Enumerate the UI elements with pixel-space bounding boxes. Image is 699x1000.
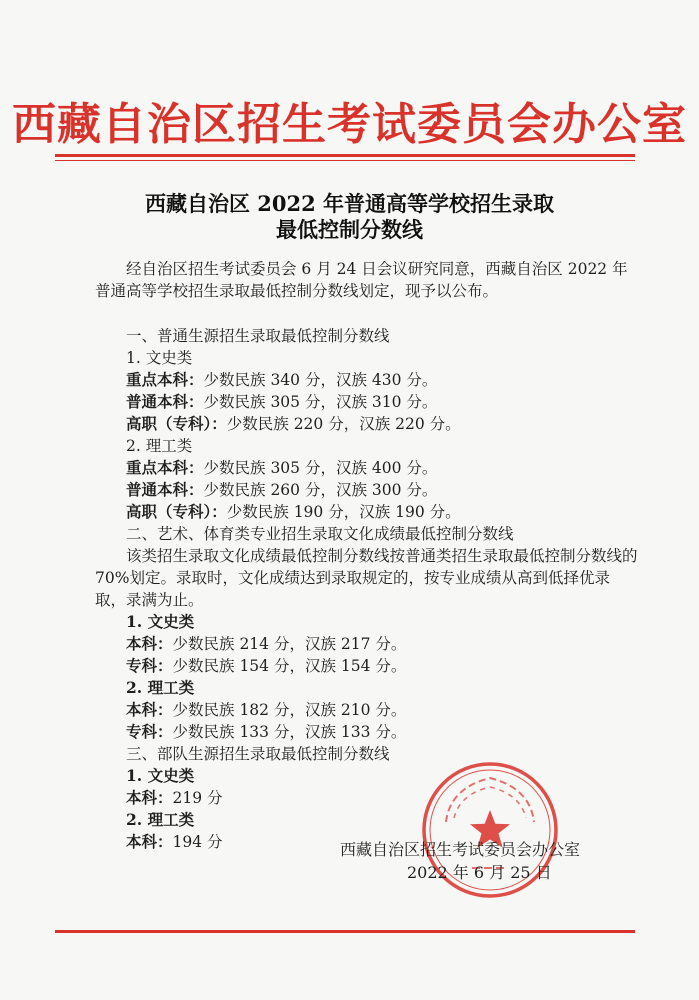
section1-wen-row — [95, 391, 640, 413]
row-key: 重点本科： — [126, 458, 204, 477]
row-key: 专科： — [126, 656, 173, 675]
section1-wen-row — [95, 413, 640, 435]
row-value: 少数民族 220 分，汉族 220 分。 — [226, 415, 461, 433]
row-key: 高职（专科）： — [126, 502, 227, 521]
red-rule-bottom — [55, 930, 635, 933]
section1-li-label: 2. 理工类 — [126, 437, 193, 455]
row-value: 少数民族 182 分，汉族 210 分。 — [172, 701, 407, 719]
row-key: 高职（专科）： — [126, 414, 227, 433]
row-key: 本科： — [126, 634, 173, 653]
section1-wen-row — [95, 369, 640, 391]
row-value: 少数民族 340 分，汉族 430 分。 — [203, 371, 438, 389]
intro-text: 经自治区招生考试委员会 6 月 24 日会议研究同意，西藏自治区 2022 年普通高等学校招生录取最低控制分数线划定，现予以公布。 — [95, 260, 628, 300]
section1-li-row — [95, 501, 640, 523]
section3-wen-label: 1. 文史类 — [126, 766, 195, 785]
row-value: 194 分 — [172, 833, 223, 851]
section2-wen-label: 1. 文史类 — [126, 612, 195, 631]
red-rule-top — [55, 154, 635, 157]
section2-li-row — [95, 699, 640, 721]
section1-li-row — [95, 457, 640, 479]
document-title-line1: 西藏自治区 2022 年普通高等学校招生录取 — [144, 191, 555, 216]
signature-org: 西藏自治区招生考试委员会办公室 — [340, 840, 581, 859]
section2-paragraph: 该类招生录取文化成绩最低控制分数线按普通类招生录取最低控制分数线的 70%划定。录取时，文化成绩达到录取规定的，按专业成绩从高到低择优录取，录满为止。 — [95, 547, 638, 609]
row-value: 少数民族 154 分，汉族 154 分。 — [172, 657, 407, 675]
section2-li-label: 2. 理工类 — [126, 678, 195, 697]
section3-li-label: 2. 理工类 — [126, 810, 195, 829]
row-value: 219 分 — [172, 789, 223, 807]
section1-wen-label: 1. 文史类 — [126, 349, 193, 367]
row-value: 少数民族 190 分，汉族 190 分。 — [226, 503, 461, 521]
section1-li-row — [95, 479, 640, 501]
row-key: 本科： — [126, 788, 173, 807]
section2-heading: 二、艺术、体育类专业招生录取文化成绩最低控制分数线 — [126, 525, 514, 543]
signature-block — [340, 838, 580, 884]
row-key: 重点本科： — [126, 370, 204, 389]
row-key: 普通本科： — [126, 480, 204, 499]
row-key: 普通本科： — [126, 392, 204, 411]
row-key: 本科： — [126, 832, 173, 851]
row-key: 本科： — [126, 700, 173, 719]
section1-heading: 一、普通生源招生录取最低控制分数线 — [126, 327, 390, 345]
row-value: 少数民族 260 分，汉族 300 分。 — [203, 481, 438, 499]
signature-date: 2022 年 6 月 25 日 — [407, 863, 552, 882]
section3-heading: 三、部队生源招生录取最低控制分数线 — [126, 745, 390, 763]
section2-li-row — [95, 721, 640, 743]
red-rule-top-thin — [55, 160, 635, 161]
document-title-line2: 最低控制分数线 — [276, 217, 423, 242]
section2-wen-row — [95, 633, 640, 655]
row-value: 少数民族 133 分，汉族 133 分。 — [172, 723, 407, 741]
intro-paragraph — [95, 258, 640, 302]
org-header: 西藏自治区招生考试委员会办公室 — [12, 99, 687, 150]
row-value: 少数民族 214 分，汉族 217 分。 — [172, 635, 407, 653]
section2-wen-row — [95, 655, 640, 677]
row-value: 少数民族 305 分，汉族 400 分。 — [203, 459, 438, 477]
row-key: 专科： — [126, 722, 173, 741]
row-value: 少数民族 305 分，汉族 310 分。 — [203, 393, 438, 411]
